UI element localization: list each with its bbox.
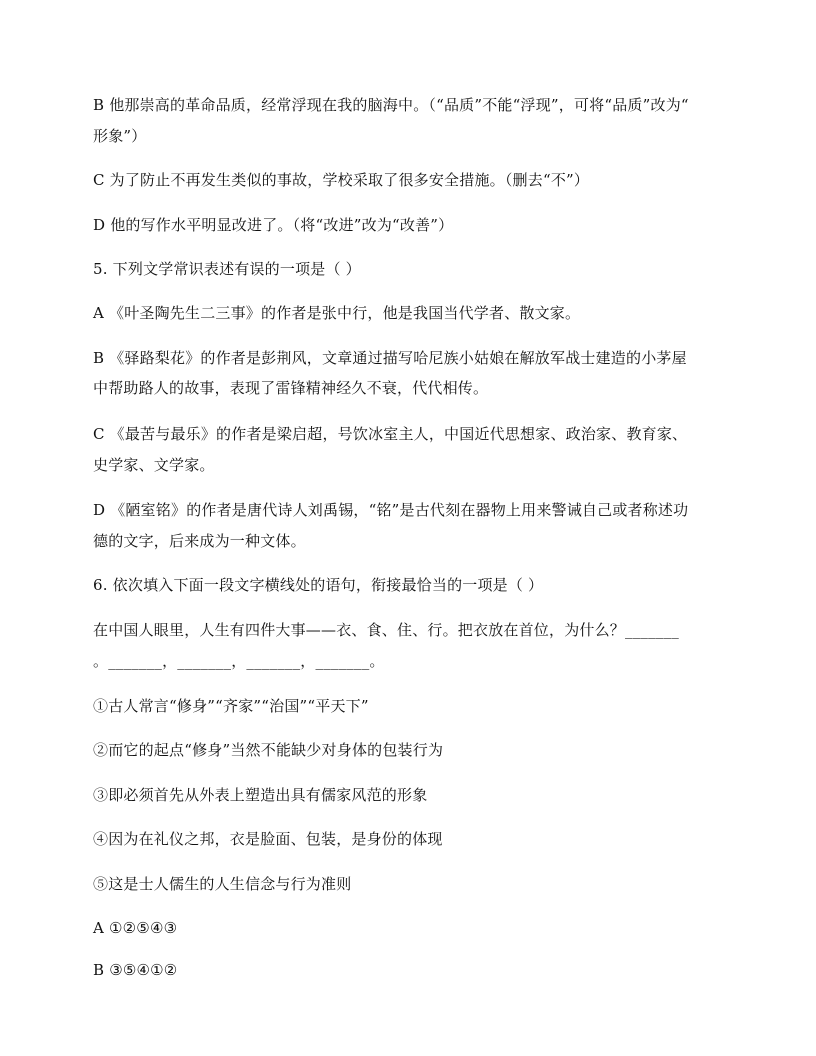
question-6: 6. 依次填入下面一段文字横线处的语句，衔接最恰当的一项是（ ） [93,576,544,594]
q6-passage-line-2: 。_______，_______，_______，_______。 [93,652,385,670]
q6-sentence-5: ⑤这是士人儒生的人生信念与行为准则 [93,875,352,893]
option-d: D 他的写作水平明显改进了。（将“改进”改为“改善”） [93,216,454,234]
q6-option-b: B ③⑤④①② [93,961,178,979]
q5-option-a: A 《叶圣陶先生二三事》的作者是张中行，他是我国当代学者、散文家。 [93,304,581,322]
q5-option-c-line-2: 史学家、文学家。 [93,456,215,474]
q5-option-d-line-1: D 《陋室铭》的作者是唐代诗人刘禹锡，“铭”是古代刻在器物上用来警诫自己或者称述功 [93,501,689,519]
q5-option-b-line-2: 中帮助路人的故事，表现了雷锋精神经久不衰，代代相传。 [93,379,489,397]
option-b-line-2: 形象”） [93,127,147,145]
option-c: C 为了防止不再发生类似的事故，学校采取了很多安全措施。（删去“不”） [93,171,590,189]
question-5: 5. 下列文学常识表述有误的一项是（ ） [93,260,361,278]
q5-option-c-line-1: C 《最苦与最乐》的作者是梁启超，号饮冰室主人，中国近代思想家、政治家、教育家、 [93,425,688,443]
q5-option-b-line-1: B 《驿路梨花》的作者是彭荆风，文章通过描写哈尼族小姑娘在解放军战士建造的小茅屋 [93,349,687,367]
option-b-line-1: B 他那崇高的革命品质，经常浮现在我的脑海中。（“品质”不能“浮现”，可将“品质”改为“ [93,96,689,114]
q5-option-d-line-2: 德的文字，后来成为一种文体。 [93,532,306,550]
q6-sentence-3: ③即必须首先从外表上塑造出具有儒家风范的形象 [93,786,428,804]
q6-sentence-1: ①古人常言“修身”“齐家”“治国”“平天下” [93,697,369,715]
q6-option-a: A ①②⑤④③ [93,919,178,937]
q6-sentence-4: ④因为在礼仪之邦，衣是脸面、包装，是身份的体现 [93,830,443,848]
q6-sentence-2: ②而它的起点“修身”当然不能缺少对身体的包装行为 [93,741,444,759]
q6-passage-line-1: 在中国人眼里，人生有四件大事——衣、食、住、行。把衣放在首位，为什么？_______ [93,621,679,639]
